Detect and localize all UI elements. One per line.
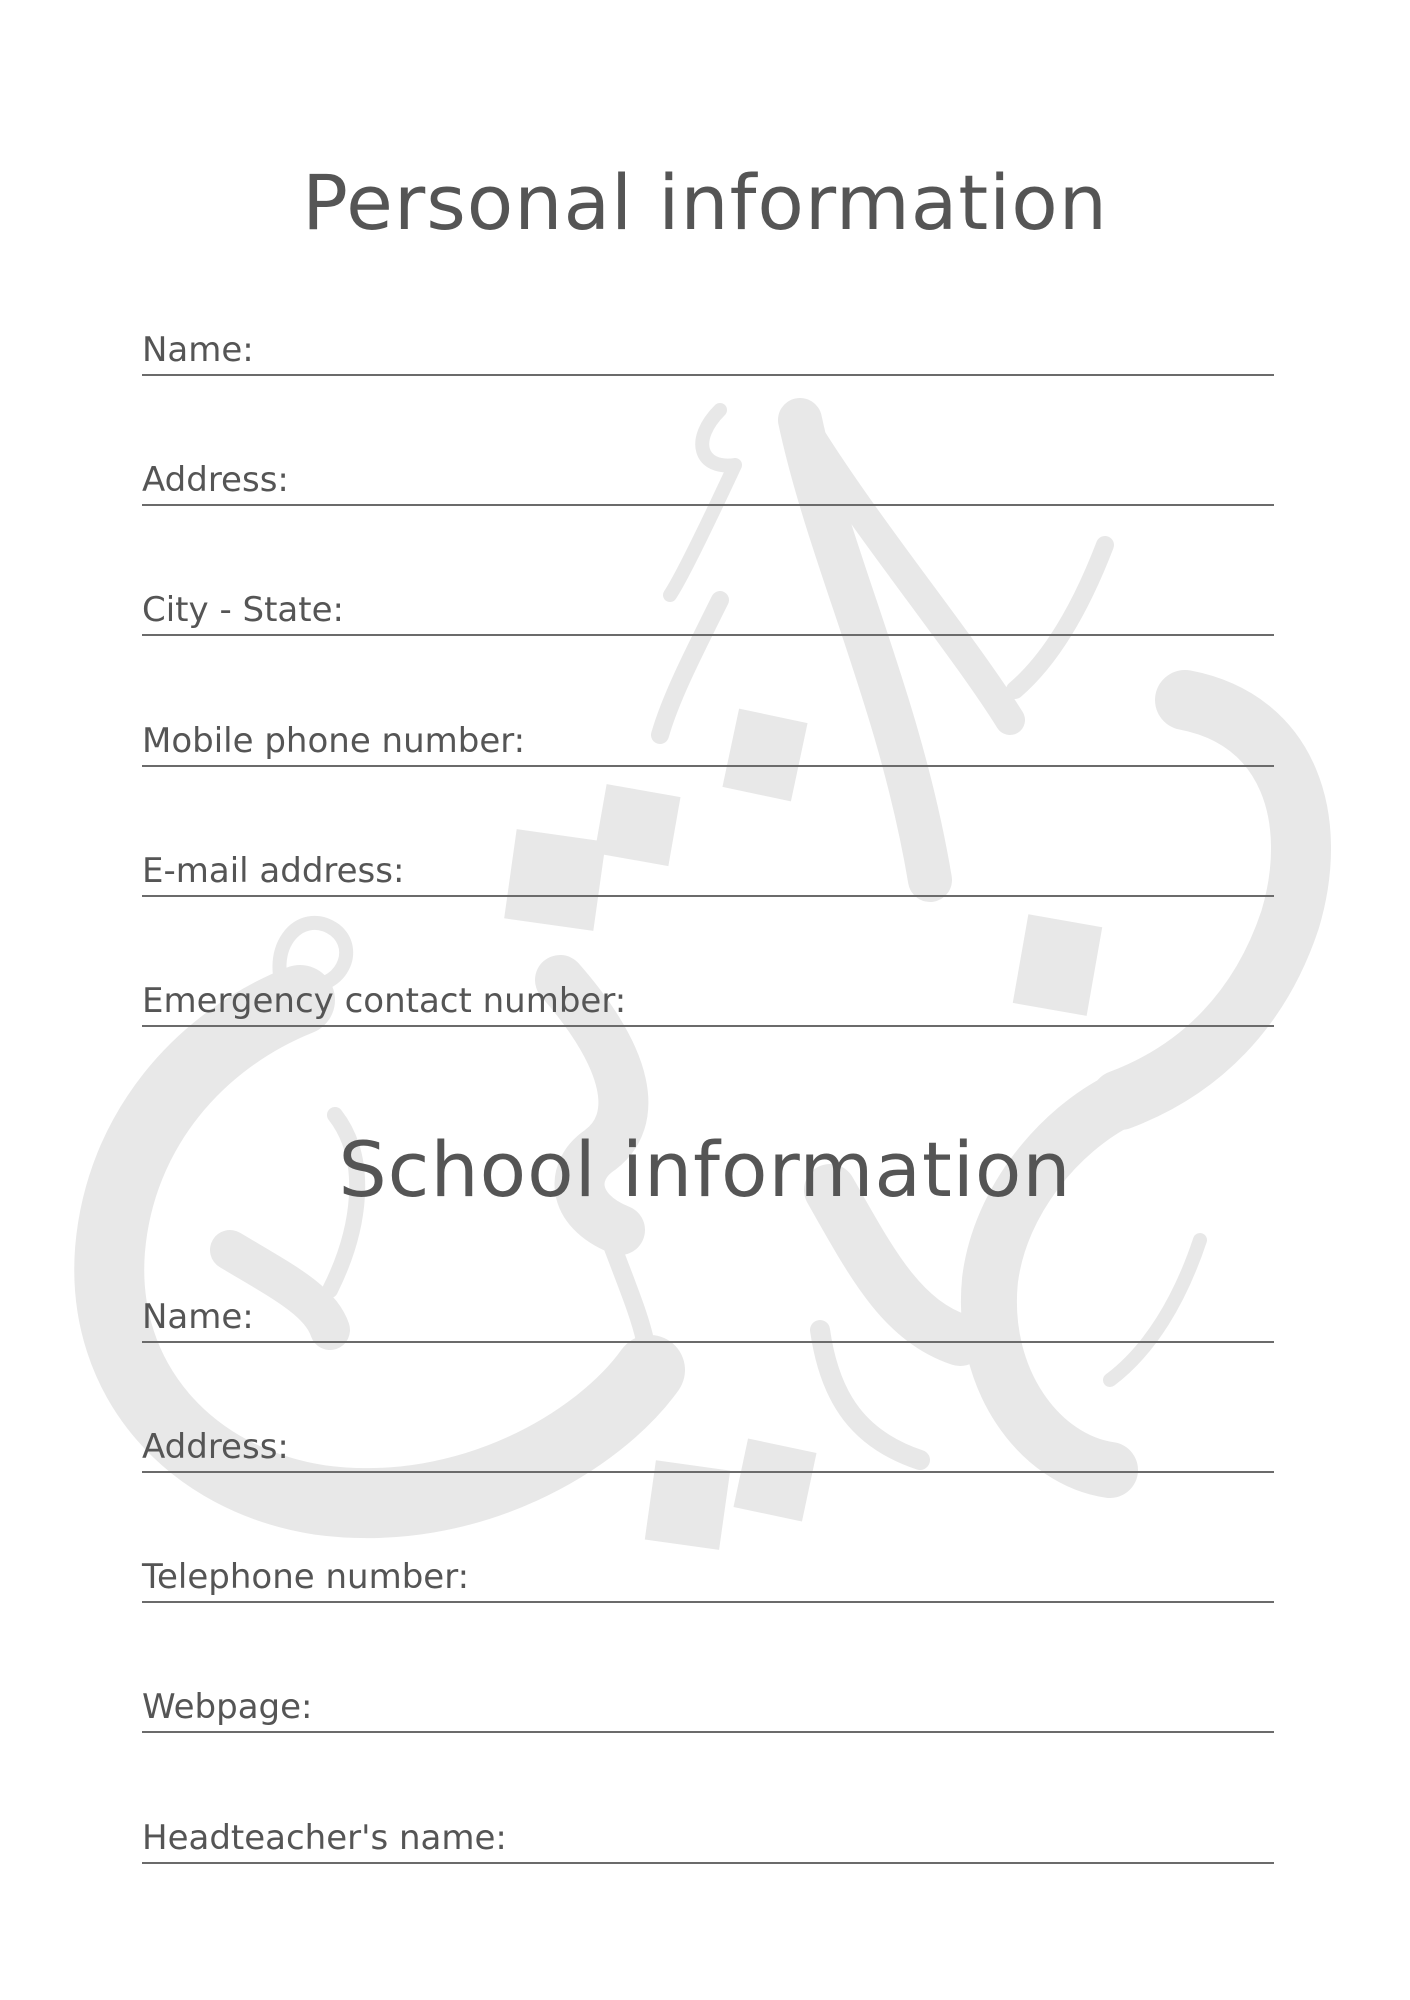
- field-label: Address:: [142, 1427, 289, 1467]
- personal-address-field[interactable]: [142, 456, 1274, 506]
- field-label: Emergency contact number:: [142, 981, 627, 1021]
- personal-city-state-field[interactable]: [142, 586, 1274, 636]
- school-webpage-field[interactable]: [142, 1683, 1274, 1733]
- personal-mobile-phone-field[interactable]: [142, 717, 1274, 767]
- school-address-field[interactable]: [142, 1423, 1274, 1473]
- personal-emergency-contact-field[interactable]: [142, 977, 1274, 1027]
- school-headteacher-field[interactable]: [142, 1814, 1274, 1864]
- personal-information-title: Personal information: [302, 158, 1108, 247]
- field-label: City - State:: [142, 590, 344, 630]
- field-label: Mobile phone number:: [142, 721, 526, 761]
- field-label: Address:: [142, 460, 289, 500]
- field-label: Headteacher's name:: [142, 1818, 507, 1858]
- field-label: E-mail address:: [142, 851, 405, 891]
- personal-email-field[interactable]: [142, 847, 1274, 897]
- school-information-title: School information: [338, 1125, 1072, 1214]
- school-name-field[interactable]: [142, 1293, 1274, 1343]
- field-label: Name:: [142, 1297, 254, 1337]
- field-label: Webpage:: [142, 1687, 313, 1727]
- field-label: Telephone number:: [142, 1557, 470, 1597]
- personal-name-field[interactable]: [142, 326, 1274, 376]
- field-label: Name:: [142, 330, 254, 370]
- school-telephone-field[interactable]: [142, 1553, 1274, 1603]
